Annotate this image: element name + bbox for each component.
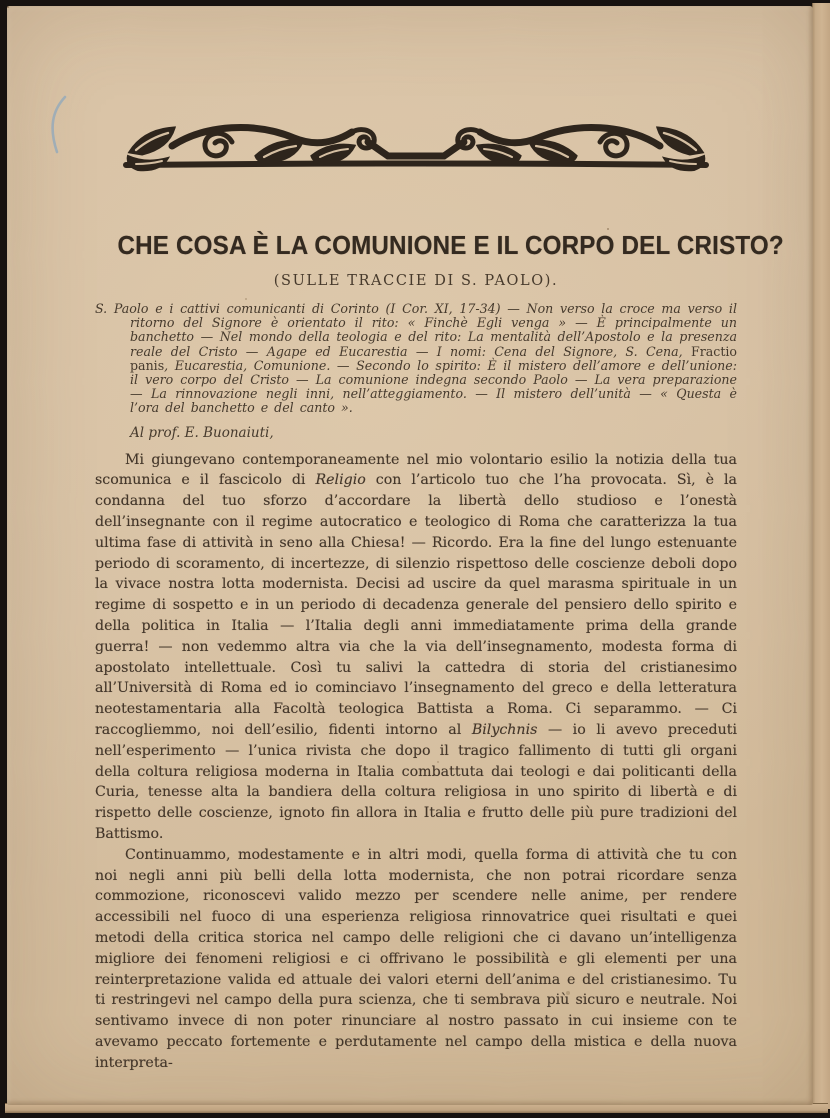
pencil-paren-mark: [45, 94, 71, 156]
paper-specks: [7, 6, 9, 8]
book-page-edges-right: [812, 3, 830, 1109]
paragraph-2: Continuammo, modestamente e in altri modi, quella forma di attività che tu con noi negli anni più belli della lotta modernista, che non potrai ricordare senza commozione, riconoscevi valido mezzo per scendere nelle anime, per rendere accessibili nel fuoco di una esperienza religiosa rinnovatrice quei risultati e quei metodi della critica storica nel campo delle religioni che ci davano un’intelligenza migliore dei fenomeni religiosi e ci offrivano le possibilità e gli elementi per una reinterpretazione valida ed attuale dei valori eterni dell’anima e del cristianesimo. Tu ti restringevi nel campo della pura scienza, che ti sembrava più sicuro e neutrale. Noi sentivamo invece di non poter rinunciare al nostro passato in cui insieme con te avevamo peccato fortemente e perdutamente nel campo della mistica e della nuova interpreta-: [95, 846, 737, 1071]
article-title: CHE COSA È LA COMUNIONE E IL CORPO DEL CRISTO?: [117, 230, 784, 260]
book-page: [7, 6, 813, 1105]
body-text: [95, 450, 737, 1074]
page-content: [95, 6, 784, 1074]
paragraph-1: Mi giungevano contemporaneamente nel mio volontario esilio la notizia della tua scomunica e il fascicolo di Religio con l’articolo tuo che l’ha provocata. Sì, è la condanna del tuo sforzo d’accordare la libertà dello studioso e l’onestà dell’insegnante con il regime autocratico e teologico di Roma che caratterizza la tua ultima fase di attività in seno alla Chiesa! — Ricordo. Era la fine del lungo estenuante periodo di scoramento, di incertezze, di silenzio rispettoso delle coscienze deboli dopo la vivace nostra lotta modernista. Decisi ad uscire da quel marasma spirituale in un regime di sospetto e in un periodo di decadenza generale del pensiero dello spirito e della politica in Italia — l’Italia degli anni immediatamente prima della grande guerra! — non vedemmo altra via che la via dell’insegnamento, modesta forma di apostolato intellettuale. Così tu salivi la cattedra di storia del cristianesimo all’Università di Roma ed io cominciavo l’insegnamento del greco e della letteratura neotestamentaria alla Facoltà teologica Battista a Roma. Ci separammo. — Ci raccogliemmo, noi dell’esilio, fidenti intorno al Bilychnis — io li avevo preceduti nell’esperimento — l’unica rivista che dopo il tragico fallimento di tutti gli organi della coltura religiosa moderna in Italia combattuta dai teologi e dai politicanti della Curia, tenesse alta la bandiera della coltura religiosa in uno spirito di libertà e di rispetto delle coscienze, ignoto fin allora in Italia e frutto delle più pure tradizioni del Battismo.: [95, 451, 737, 842]
floral-headband-ornament: [116, 112, 716, 176]
salutation-line: Al prof. E. Buonaiuti,: [130, 424, 274, 441]
article-subtitle: (SULLE TRACCIE DI S. PAOLO).: [273, 273, 559, 289]
argument-summary: S. Paolo e i cattivi comunicanti di Corinto (I Cor. XI, 17-34) — Non verso la croce ma verso il ritorno del Signore è orientato il rito: « Finchè Egli venga » — È principalmente un banchetto — Nel mondo della teologia e del rito: La mentalità dell’Apostolo e la presenza reale del Cristo — Agape ed Eucarestia — I nomi: Cena del Signore, S. Cena, Fractio panis, Eucarestia, Comunione. — Secondo lo spirito: È il mistero dell’amore e dell’unione: il vero corpo del Cristo — La comunione indegna secondo Paolo — La vera preparazione — La rinnovazione negli inni, nell’atteggiamento. — Il mistero dell’unità — « Questa è l’ora del banchetto e del canto ».: [95, 301, 737, 416]
